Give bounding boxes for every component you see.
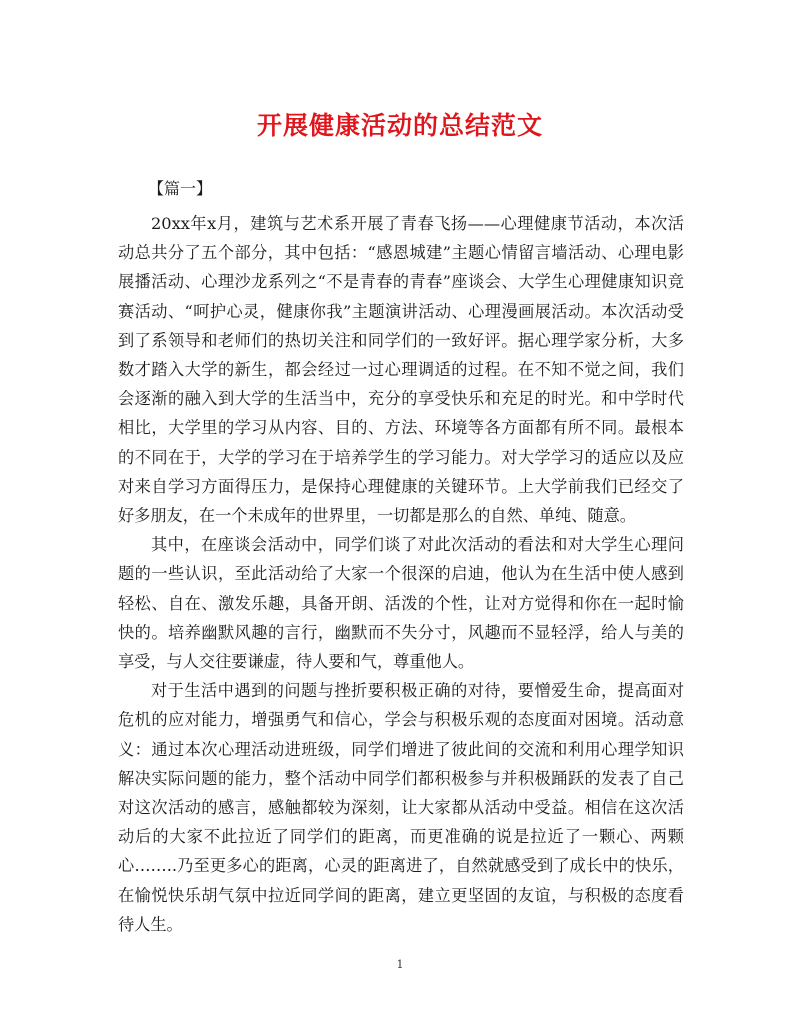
paragraph-2: 其中，在座谈会活动中，同学们谈了对此次活动的看法和对大学生心理问题的一些认识，至此活动给了大家一个很深的启迪，他认为在生活中使人感到轻松、自在、激发乐趣，具备开朗、活泼的个性，让对方觉得和你在一起时愉快的。培养幽默风趣的言行，幽默而不失分寸，风趣而不显轻浮，给人与美的享受，与人交往要谦虚，待人要和气，尊重他人。 bbox=[118, 535, 684, 672]
document-title: 开展健康活动的总结范文 bbox=[256, 111, 543, 140]
paragraph-3: 对于生活中遇到的问题与挫折要积极正确的对待，要憎爱生命，提高面对危机的应对能力，增强勇气和信心，学会与积极乐观的态度面对困境。活动意义：通过本次心理活动进班级，同学们增进了彼此间的交流和利用心理学知识解决实际问题的能力，整个活动中同学们都积极参与并积极踊跃的发表了自己对这次活动的感言，感触都较为深刻，让大家都从活动中受益。相信在这次活动后的大家不此拉近了同学们的距离，而更准确的说是拉近了一颗心、两颗心……..乃至更多心的距离，心灵的距离进了，自然就感受到了成长中的快乐，在愉悦快乐胡气氛中拉近同学间的距离，建立更坚固的友谊，与积极的态度看待人生。 bbox=[118, 681, 684, 934]
document-body bbox=[118, 209, 684, 939]
page-number: 1 bbox=[396, 958, 404, 971]
paragraph-1: 20xx年x月，建筑与艺术系开展了青春飞扬——心理健康节活动，本次活动总共分了五个部分，其中包括：“感恩城建”主题心情留言墙活动、心理电影展播活动、心理沙龙系列之“不是青春的青春”座谈会、大学生心理健康知识竞赛活动、“呵护心灵，健康你我”主题演讲活动、心理漫画展活动。本次活动受到了系领导和老师们的热切关注和同学们的一致好评。据心理学家分析，大多数才踏入大学的新生，都会经过一过心理调适的过程。在不知不觉之间，我们会逐渐的融入到大学的生活当中，充分的享受快乐和充足的时光。和中学时代相比，大学里的学习从内容、目的、方法、环境等各方面都有所不同。最根本的不同在于，大学的学习在于培养学生的学习能力。对大学学习的适应以及应对来自学习方面得压力，是保持心理健康的关键环节。上大学前我们已经交了好多朋友，在一个未成年的世界里，一切都是那么的自然、单纯、随意。 bbox=[118, 214, 684, 526]
section-label: 【篇一】 bbox=[148, 179, 213, 198]
